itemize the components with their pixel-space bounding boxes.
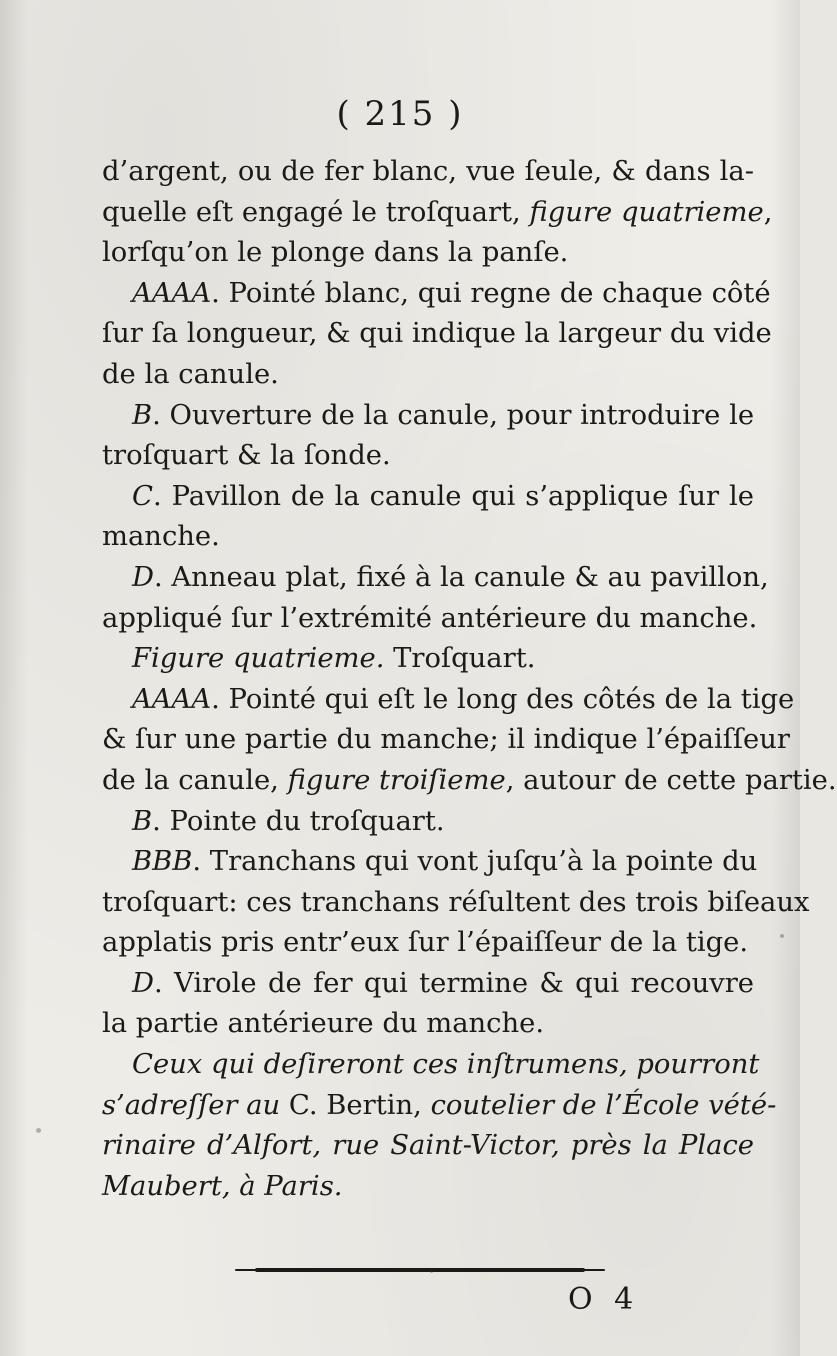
text-line	[102, 964, 754, 1005]
italic-run: B	[132, 399, 153, 431]
italic-run: figure quatrieme	[529, 196, 764, 228]
signature-mark: O 4	[568, 1282, 640, 1317]
body-text	[102, 152, 837, 1207]
italic-run: D	[132, 561, 154, 593]
text-run: applatis pris entr’eux ſur l’épaiſſeur de la tige.	[102, 927, 749, 959]
text-run: . Pointé blanc, qui regne de chaque côté	[211, 277, 771, 309]
italic-run: D	[132, 967, 154, 999]
text-line	[102, 761, 837, 802]
text-line	[102, 477, 754, 518]
text-run: ,	[763, 196, 773, 228]
text-line	[102, 842, 758, 883]
text-run: Troſquart.	[384, 643, 536, 675]
text-line	[102, 1086, 777, 1127]
text-line	[102, 314, 772, 355]
page-number: ( 215 )	[336, 94, 464, 134]
text-run: lorſqu’on le plonge dans la panſe.	[102, 237, 569, 269]
text-run: . Anneau plat, fixé à la canule & au pavillon,	[153, 561, 769, 593]
text-run: . Ouverture de la canule, pour introduire le	[152, 399, 755, 431]
text-run: troſquart & la ſonde.	[102, 440, 391, 472]
text-run: , autour de cette partie.	[505, 764, 837, 796]
text-run: C. Bertin,	[288, 1089, 431, 1121]
italic-run: AAAA	[132, 277, 212, 309]
text-line	[102, 1167, 754, 1208]
text-line	[102, 599, 758, 640]
text-line	[102, 639, 754, 680]
ink-spot	[780, 934, 784, 938]
text-line	[102, 193, 773, 234]
text-line	[102, 233, 754, 274]
text-run: d’argent, ou de fer blanc, vue ſeule, & dans la-	[102, 156, 754, 187]
text-line	[102, 680, 795, 721]
text-run: la partie antérieure du manche.	[102, 1008, 545, 1040]
text-line	[102, 923, 754, 964]
text-line	[102, 1126, 754, 1167]
text-run: appliqué ſur l’extrémité antérieure du manche.	[102, 602, 758, 634]
italic-run: Figure quatrieme.	[132, 643, 385, 675]
text-line	[102, 720, 790, 761]
italic-run: C	[132, 480, 153, 512]
italic-run: B	[132, 805, 153, 837]
italic-run: coutelier de l’École vété-	[430, 1089, 777, 1121]
end-rule	[255, 1268, 585, 1272]
text-line	[102, 396, 754, 437]
text-line	[102, 355, 754, 396]
text-run: . Pavillon de la canule qui s’applique ſur le	[152, 480, 754, 512]
italic-run: figure troiſieme	[287, 764, 506, 796]
text-line	[102, 1004, 754, 1045]
italic-run: Maubert, à Paris.	[102, 1170, 343, 1202]
text-run: . Tranchans qui vont juſqu’à la pointe du	[192, 846, 758, 878]
ink-spot	[36, 1128, 41, 1133]
italic-run: Ceux qui deſireront ces inſtrumens, pourront	[132, 1049, 760, 1081]
text-run: de la canule,	[102, 764, 288, 796]
text-run: manche.	[102, 521, 220, 553]
text-line	[102, 802, 754, 843]
italic-run: rinaire d’Alfort, rue Saint-Victor, près la Place	[102, 1130, 754, 1162]
italic-run: BBB	[132, 846, 193, 878]
text-run: & ſur une partie du manche; il indique l’épaiſſeur	[102, 724, 790, 756]
text-line	[102, 883, 810, 924]
text-run: de la canule.	[102, 358, 279, 390]
text-run: troſquart: ces tranchans réſultent des trois biſeaux	[102, 886, 810, 918]
text-line	[102, 517, 754, 558]
text-run: . Virole de fer qui termine & qui recouvre	[153, 967, 754, 999]
text-run: . Pointe du troſquart.	[152, 805, 445, 837]
text-line	[102, 558, 769, 599]
text-run: quelle eſt engagé le troſquart,	[102, 196, 530, 228]
text-line	[102, 274, 771, 315]
ink-spot	[430, 1270, 433, 1273]
text-line	[102, 1045, 760, 1086]
text-run: . Pointé qui eſt le long des côtés de la tige	[211, 683, 795, 715]
italic-run: s’adreſſer au	[102, 1089, 289, 1121]
italic-run: AAAA	[132, 683, 212, 715]
text-line	[102, 436, 754, 477]
text-run: ſur ſa longueur, & qui indique la largeur du vide	[102, 318, 772, 350]
text-line	[102, 152, 754, 193]
